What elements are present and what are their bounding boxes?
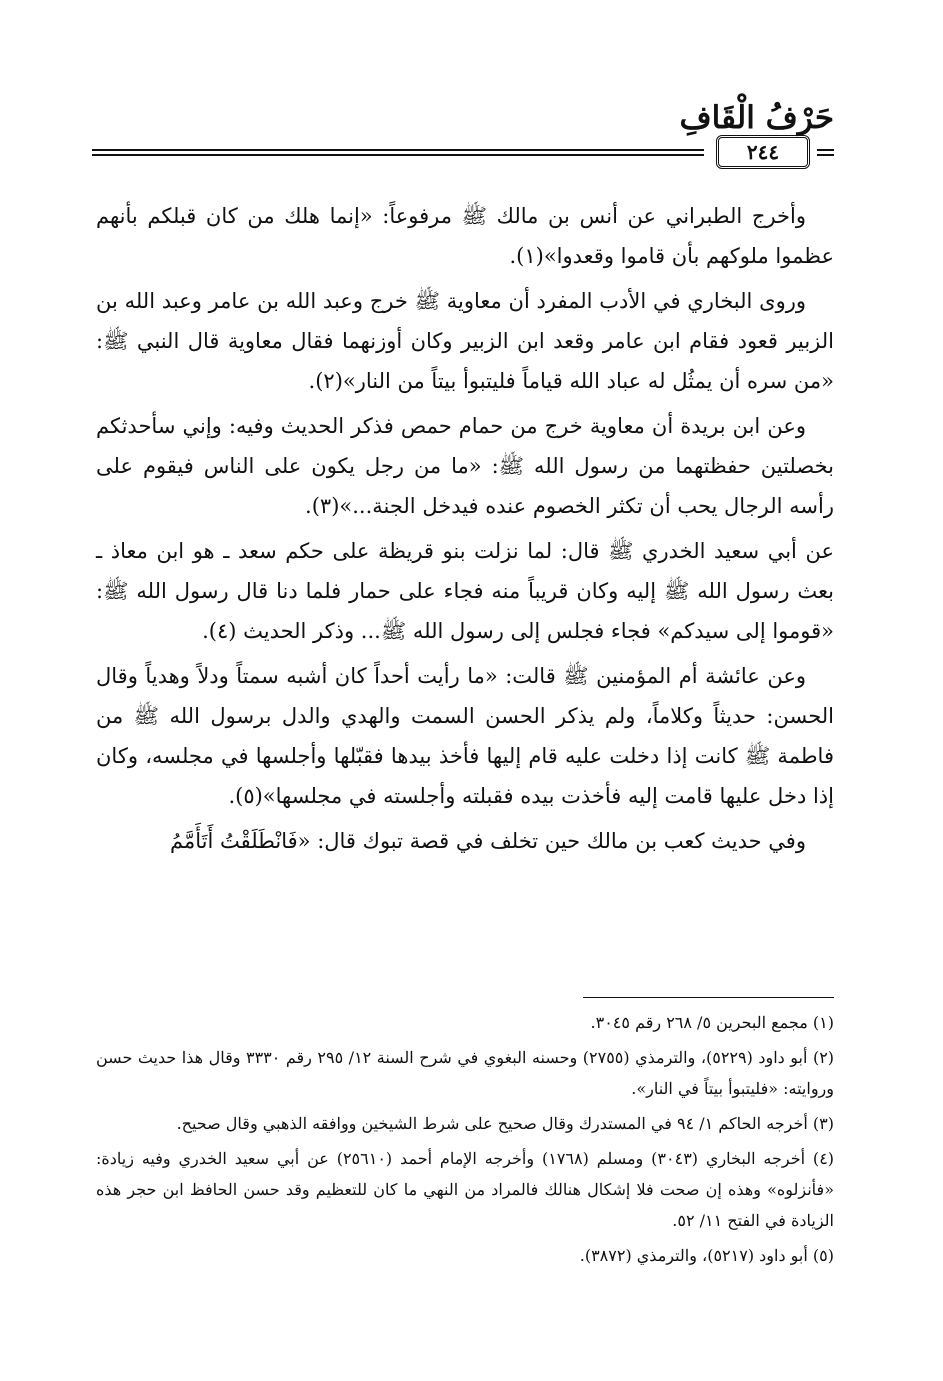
footnote-1: (١) مجمع البحرين ٥/ ٢٦٨ رقم ٣٠٤٥. — [590, 1013, 834, 1032]
header-rule-right — [817, 149, 834, 156]
header-rule — [92, 141, 834, 175]
main-text — [96, 196, 834, 866]
header-rule-left — [92, 149, 704, 156]
paragraph-2: وروى البخاري في الأدب المفرد أن معاوية ﷺ خرج وعبد الله بن عامر وعبد الله بن الزبير قعود فقام ابن عامر وقعد ابن الزبير وكان أوزنهما فقال معاوية قال النبي ﷺ: «من سره أن يمثُل له عباد الله قياماً فليتبوأ بيتاً من النار»(٢). — [96, 289, 834, 393]
paragraph-6: وفي حديث كعب بن مالك حين تخلف في قصة تبوك قال: «فَانْطَلَقْتُ أَتَأَمَّمُ — [170, 829, 806, 853]
footnote-4: (٤) أخرجه البخاري (٣٠٤٣) ومسلم (١٧٦٨) وأخرجه الإمام أحمد (٢٥٦١٠) عن أبي سعيد الخدري وفيه زيادة: «فأنزلوه» وهذه إن صحت فلا إشكال هنالك فالمراد من النهي ما كان للتعظيم وقد حسن الحافظ ابن حجر هذه الزيادة في الفتح ١١/ ٥٢. — [96, 1149, 835, 1230]
footnote-separator — [583, 997, 834, 998]
paragraph-3: وعن ابن بريدة أن معاوية خرج من حمام حمص فذكر الحديث وفيه: وإني سأحدثكم بخصلتين حفظتهما من رسول الله ﷺ: «ما من رجل يكون على الناس فيقوم على رأسه الرجال يحب أن تكثر الخصوم عنده فيدخل الجنة...»(٣). — [96, 414, 834, 518]
chapter-title: حَرْفُ الْقَافِ — [679, 100, 834, 136]
paragraph-5: وعن عائشة أم المؤمنين ﷺ قالت: «ما رأيت أحداً كان أشبه سمتاً ودلاً وهدياً وقال الحسن: حديثاً وكلاماً، ولم يذكر الحسن السمت والهدي والدل برسول الله ﷺ من فاطمة ﷺ كانت إذا دخلت عليه قام إليها فأخذ بيدها فقبّلها وأجلسها في مجلسه، وكان إذا دخل عليها قامت إليه فأخذت بيده فقبلته وأجلسته في مجلسها»(٥). — [96, 664, 834, 808]
footnote-3: (٣) أخرجه الحاكم ١/ ٩٤ في المستدرك وقال صحيح على شرط الشيخين ووافقه الذهبي وقال صحيح. — [176, 1114, 834, 1133]
page-number: ٢٤٤ — [716, 135, 810, 169]
footnotes — [96, 1007, 834, 1275]
paragraph-1: وأخرج الطبراني عن أنس بن مالك ﷺ مرفوعاً: «إنما هلك من كان قبلكم بأنهم عظموا ملوكهم بأن قاموا وقعدوا»(١). — [96, 204, 834, 268]
footnote-2: (٢) أبو داود (٥٢٢٩)، والترمذي (٢٧٥٥) وحسنه البغوي في شرح السنة ١٢/ ٢٩٥ رقم ٣٣٣٠ وقال هذا حديث حسن وروايته: «فليتبوأ بيتاً في النار». — [96, 1048, 835, 1098]
footnote-5: (٥) أبو داود (٥٢١٧)، والترمذي (٣٨٧٢). — [579, 1246, 834, 1265]
paragraph-4: عن أبي سعيد الخدري ﷺ قال: لما نزلت بنو قريظة على حكم سعد ـ هو ابن معاذ ـ بعث رسول الله ﷺ إليه وكان قريباً منه فجاء على حمار فلما دنا قال رسول الله ﷺ: «قوموا إلى سيدكم» فجاء فجلس إلى رسول الله ﷺ... وذكر الحديث (٤). — [96, 539, 834, 643]
page-header — [92, 96, 834, 181]
